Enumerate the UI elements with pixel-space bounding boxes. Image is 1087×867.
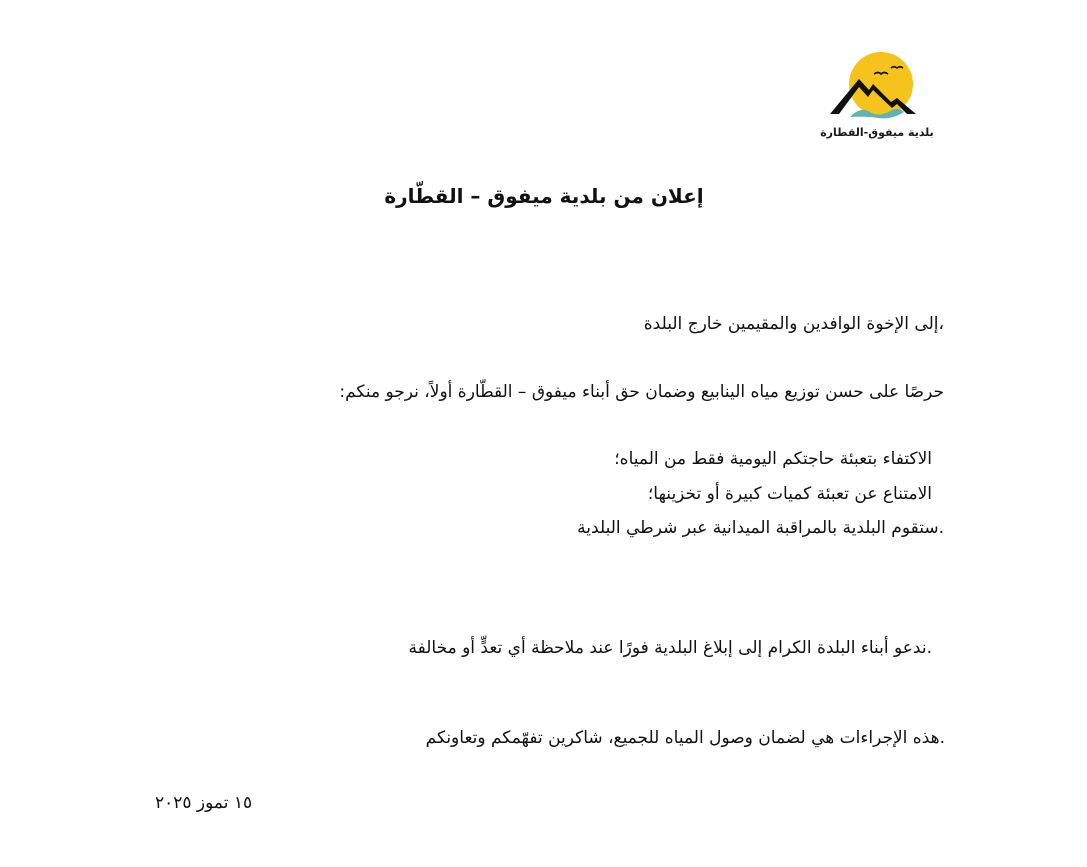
instruction-item: .ستقوم البلدية بالمراقبة الميدانية عبر شرطي البلدية [577,518,944,538]
instruction-item: الاكتفاء بتعبئة حاجتكم اليومية فقط من المياه؛ [614,449,932,469]
announcement-date: ١٥ تموز ٢٠٢٥ [155,793,253,813]
closing-line: .هذه الإجراءات هي لضمان وصول المياه للجميع، شاكرين تفهّمكم وتعاونكم [425,728,945,748]
call-to-action: .ندعو أبناء البلدة الكرام إلى إبلاغ البلدية فورًا عند ملاحظة أي تعدٍّ أو مخالفة [408,638,932,658]
sun-mountain-emblem [812,48,942,130]
intro-paragraph: حرصًا على حسن توزيع مياه الينابيع وضمان حق أبناء ميفوق – القطّارة أولاً، نرجو منكم: [339,382,944,402]
instruction-item: الامتناع عن تعبئة كميات كبيرة أو تخزينها؛ [647,484,932,504]
municipality-logo [812,48,942,144]
logo-caption: بلدية ميفوق-القطارة [820,126,934,139]
greeting-line: ،إلى الإخوة الوافدين والمقيمين خارج البلدة [643,314,944,334]
announcement-title: إعلان من بلدية ميفوق – القطّارة [384,184,704,208]
